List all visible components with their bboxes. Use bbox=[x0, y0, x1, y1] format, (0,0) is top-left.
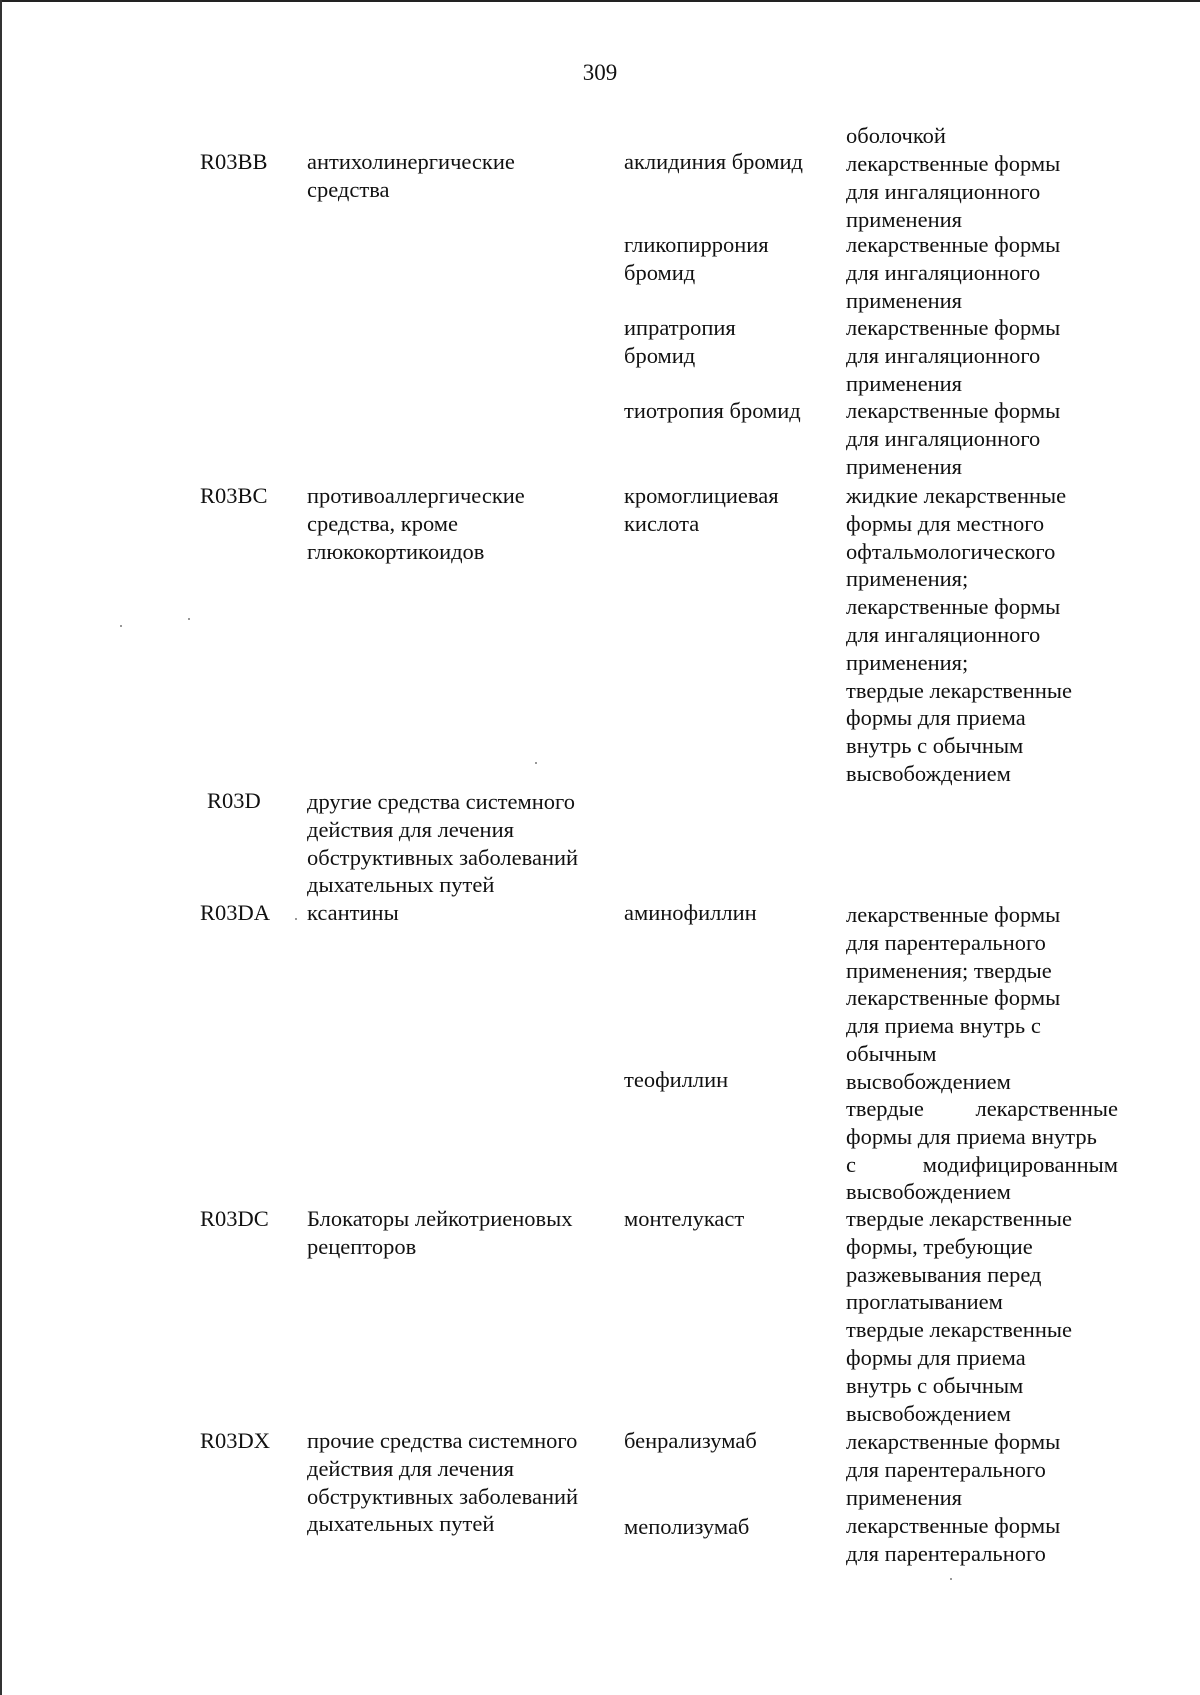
dosage-form: твердые лекарственные формы, требующие разжевывания перед проглатыванием твердые лекарственные формы для приема внутрь с обычным высвобождением bbox=[846, 1206, 1072, 1426]
dosage-form: лекарственные формы для парентерального применения; твердые лекарственные формы для приема внутрь с обычным высвобождением bbox=[846, 902, 1061, 1094]
drug-name: кромоглициевая кислота bbox=[624, 483, 779, 536]
form-line: высвобождением bbox=[846, 1179, 1011, 1205]
dosage-form: лекарственные формы для парентерального применения bbox=[846, 1429, 1061, 1510]
form-word: с bbox=[846, 1151, 856, 1177]
scan-border-top bbox=[0, 0, 1200, 2]
dosage-form: лекарственные формы для парентерального bbox=[846, 1513, 1061, 1566]
form-word: лекарственные bbox=[975, 1096, 1118, 1121]
group-description: Блокаторы лейкотриеновых рецепторов bbox=[307, 1206, 573, 1259]
drug-name: тиотропия бромид bbox=[624, 398, 801, 423]
dosage-form: лекарственные формы для ингаляционного применения bbox=[846, 151, 1061, 232]
dosage-form: жидкие лекарственные формы для местного офтальмологического применения; лекарственные формы для ингаляционного применения; твердые лекарственные формы для приема внутрь с обычным высвобождением bbox=[846, 483, 1072, 786]
atc-code: R03BC bbox=[200, 483, 268, 508]
group-description: другие средства системного действия для лечения обструктивных заболеваний дыхательных путей bbox=[307, 789, 579, 898]
scan-speck bbox=[535, 762, 537, 764]
dosage-form: лекарственные формы для ингаляционного применения bbox=[846, 232, 1061, 313]
form-carryover: оболочкой bbox=[846, 123, 946, 148]
group-description: прочие средства системного действия для лечения обструктивных заболеваний дыхательных путей bbox=[307, 1428, 579, 1537]
drug-name: бенрализумаб bbox=[624, 1428, 757, 1453]
atc-code: R03DC bbox=[200, 1206, 269, 1231]
dosage-form: лекарственные формы для ингаляционного применения bbox=[846, 398, 1061, 479]
atc-code: R03DX bbox=[200, 1428, 271, 1453]
group-description: антихолинергические средства bbox=[307, 149, 515, 202]
form-word: модифицированным bbox=[922, 1151, 1118, 1177]
group-description: ксантины bbox=[307, 900, 399, 925]
atc-code: R03DA bbox=[200, 900, 271, 925]
scan-speck bbox=[120, 625, 122, 627]
drug-name: меполизумаб bbox=[624, 1514, 750, 1539]
drug-name: теофиллин bbox=[624, 1067, 729, 1092]
drug-name: гликопиррония бромид bbox=[624, 232, 769, 285]
dosage-form: лекарственные формы для ингаляционного применения bbox=[846, 315, 1061, 396]
drug-name: ипратропия бромид bbox=[624, 315, 736, 368]
atc-code: R03BB bbox=[200, 149, 268, 174]
drug-name: аминофиллин bbox=[624, 900, 757, 925]
form-line: формы для приема внутрь bbox=[846, 1123, 1097, 1149]
page-number: 309 bbox=[582, 60, 618, 85]
form-word: твердые bbox=[846, 1096, 924, 1121]
scan-speck bbox=[295, 918, 297, 920]
atc-code: R03D bbox=[207, 788, 261, 813]
drug-name: монтелукаст bbox=[624, 1206, 745, 1231]
scan-border-left bbox=[0, 0, 2, 1695]
dosage-form-theophylline bbox=[846, 1095, 1118, 1206]
scan-speck bbox=[188, 618, 190, 620]
drug-name: аклидиния бромид bbox=[624, 149, 803, 174]
group-description: противоаллергические средства, кроме глюкокортикоидов bbox=[307, 483, 525, 564]
scan-speck bbox=[950, 1578, 952, 1580]
